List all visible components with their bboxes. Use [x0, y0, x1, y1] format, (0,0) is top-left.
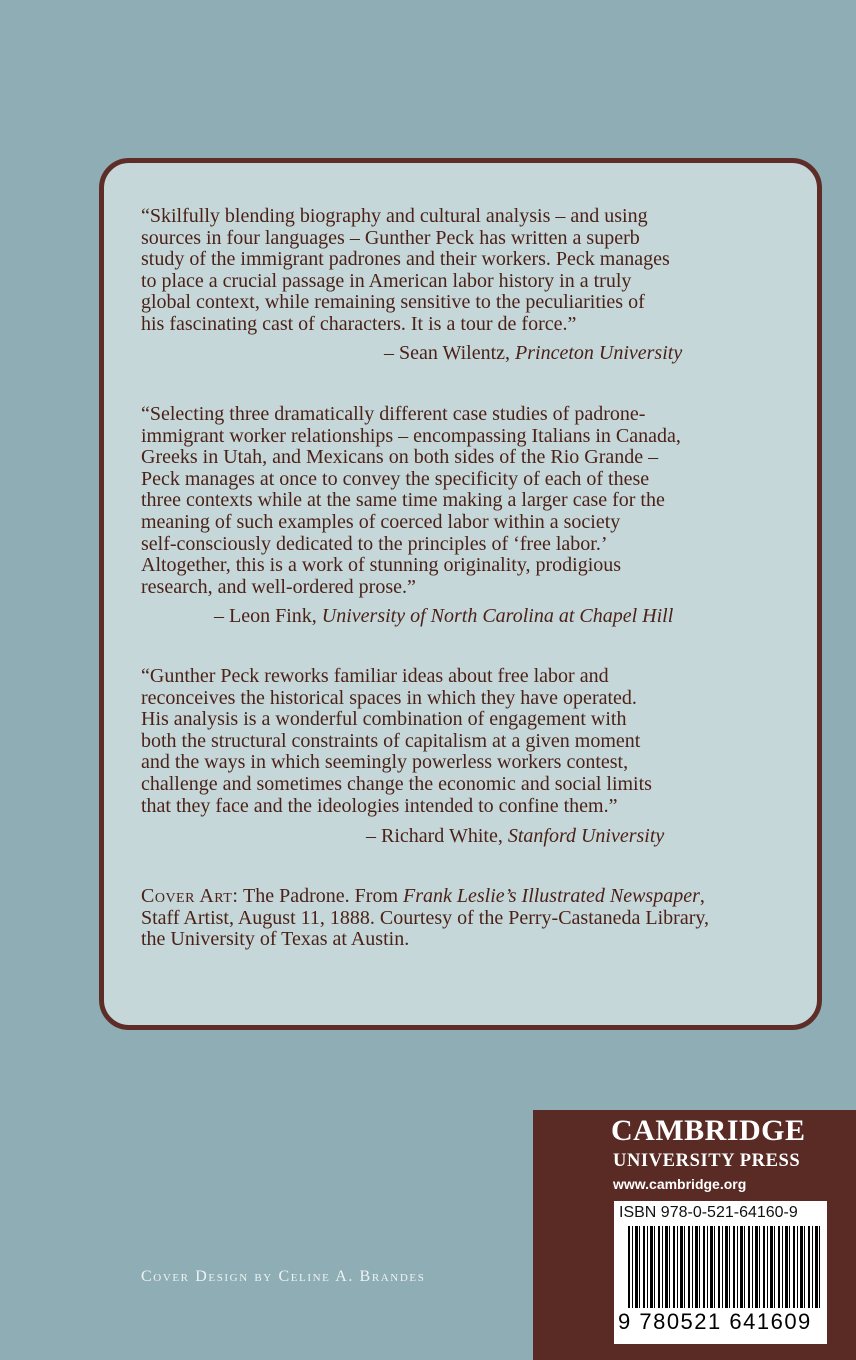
quote-line: self-consciously dedicated to the principles of ‘free labor.’ [141, 532, 608, 555]
attribution-fink [214, 606, 854, 628]
quote-line: that they face and the ideologies intended to confine them.” [141, 794, 618, 817]
publisher-url: www.cambridge.org [613, 1176, 747, 1192]
quote-line: study of the immigrant padrones and their workers. Peck manages [141, 248, 670, 271]
cover-art-line: the University of Texas at Austin. [141, 928, 410, 951]
quote-line: to place a crucial passage in American labor history in a truly [141, 269, 632, 292]
attribution-affiliation: Stanford University [507, 825, 665, 847]
quote-white [141, 666, 781, 817]
cover-art-line [141, 886, 781, 908]
quote-line: “Gunther Peck reworks familiar ideas about free labor and [141, 665, 609, 687]
barcode [614, 1201, 827, 1344]
attribution-wilentz [384, 343, 856, 365]
cover-art-credit [141, 886, 781, 951]
cover-art-text: The Padrone. From [238, 885, 404, 907]
cover-art-text: , [699, 885, 705, 907]
cover-art-source: Frank Leslie’s Illustrated Newspaper [403, 885, 700, 907]
quote-line: sources in four languages – Gunther Peck has written a superb [141, 226, 640, 249]
quote-line: meaning of such examples of coerced labor within a society [141, 510, 621, 533]
quote-line: His analysis is a wonderful combination of engagement with [141, 708, 627, 731]
quote-line: research, and well-ordered prose.” [141, 575, 416, 598]
barcode-number: 9 780521 641609 [618, 1309, 812, 1334]
quote-line: global context, while remaining sensitive to the peculiarities of [141, 291, 645, 314]
quote-line: immigrant worker relationships – encompassing Italians in Canada, [141, 424, 681, 447]
attribution-author: – Leon Fink, [214, 605, 322, 627]
cover-art-line: Staff Artist, August 11, 1888. Courtesy of the Perry-Castaneda Library, [141, 906, 710, 929]
attribution-affiliation: Princeton University [515, 342, 683, 364]
quote-line: Peck manages at once to convey the specificity of each of these [141, 467, 650, 490]
quote-line: “Selecting three dramatically different case studies of padrone- [141, 403, 646, 425]
attribution-author: – Sean Wilentz, [384, 342, 516, 364]
barcode-bars [628, 1226, 820, 1308]
cover-design-credit: Cover Design by Celine A. Brandes [141, 1268, 426, 1285]
attribution-affiliation: University of North Carolina at Chapel Hill [321, 605, 674, 627]
quote-line: reconceives the historical spaces in which they have operated. [141, 686, 637, 709]
quote-line: and the ways in which seemingly powerless workers contest, [141, 751, 629, 774]
attribution-white [366, 826, 856, 848]
isbn-label: ISBN 978-0-521-64160-9 [619, 1204, 798, 1221]
publisher-name: CAMBRIDGE [611, 1114, 806, 1147]
publisher-band [533, 1110, 856, 1360]
cover-art-label: Cover Art: [141, 885, 239, 907]
quote-line: three contexts while at the same time making a larger case for the [141, 489, 665, 512]
quote-fink [141, 404, 781, 598]
quote-line: his fascinating cast of characters. It is a tour de force.” [141, 312, 577, 335]
attribution-author: – Richard White, [366, 825, 508, 847]
quote-line: “Skilfully blending biography and cultural analysis – and using [141, 205, 648, 227]
quote-line: both the structural constraints of capitalism at a given moment [141, 729, 641, 752]
publisher-subtitle: UNIVERSITY PRESS [613, 1151, 801, 1171]
quote-line: Altogether, this is a work of stunning originality, prodigious [141, 554, 622, 577]
quote-line: Greeks in Utah, and Mexicans on both sides of the Rio Grande – [141, 446, 659, 469]
quote-line: challenge and sometimes change the economic and social limits [141, 772, 652, 795]
quote-wilentz [141, 206, 781, 336]
